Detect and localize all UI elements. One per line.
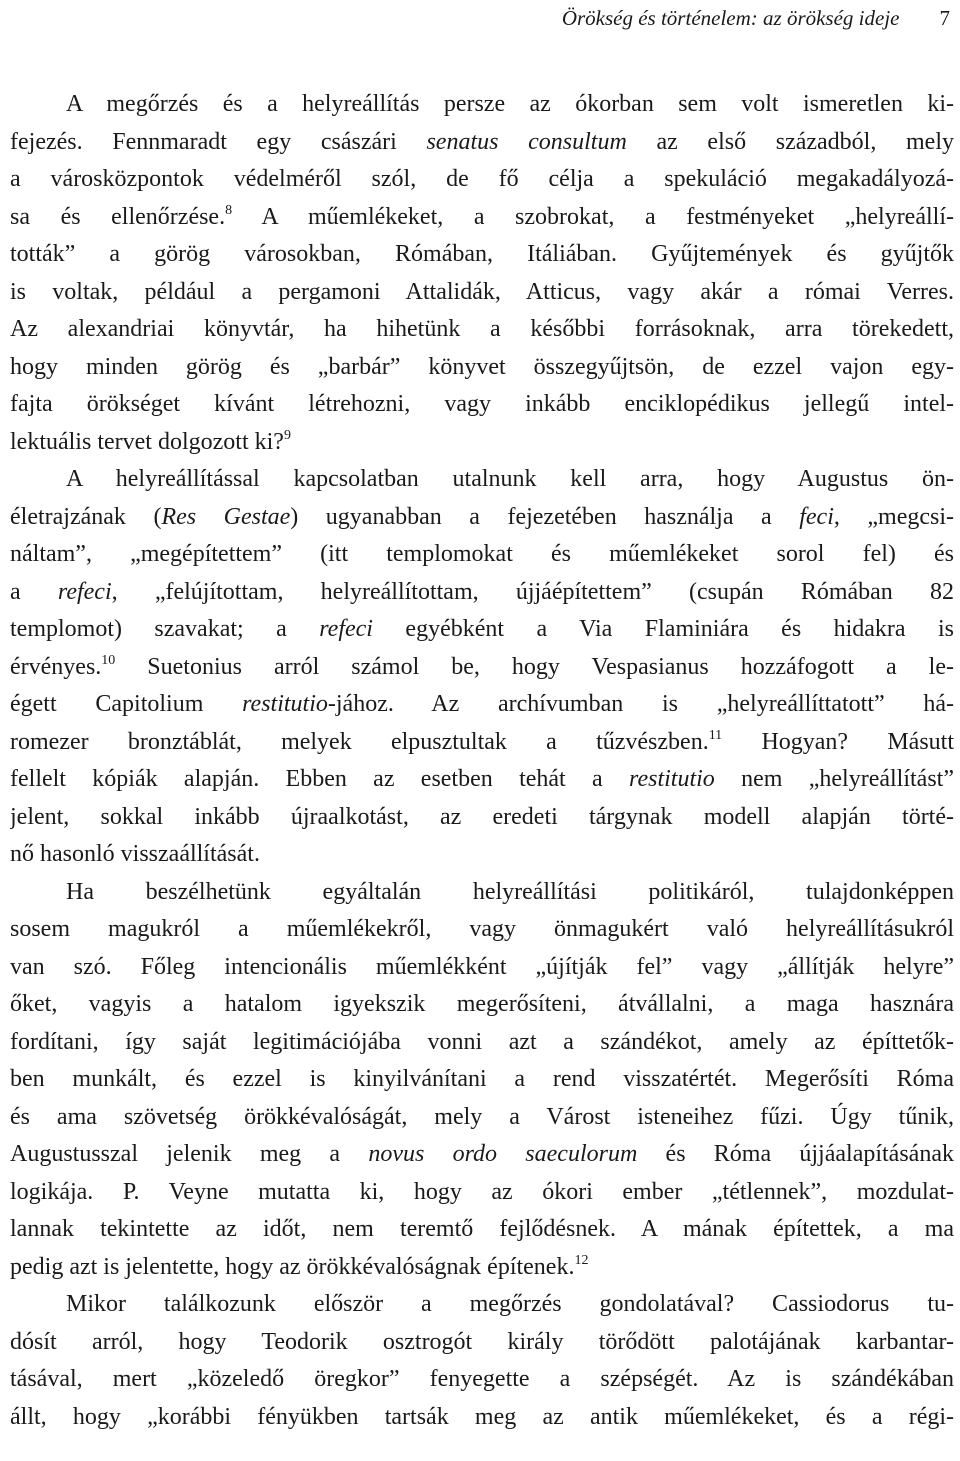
italic-term: senatus consultum xyxy=(426,128,627,155)
text-segment: ) ugyanabban a fejezetében használja a xyxy=(290,503,800,530)
text-segment: égett Capitolium xyxy=(10,691,243,717)
text-line xyxy=(10,1324,954,1362)
text-segment: fejezés. Fennmaradt egy császári xyxy=(10,128,427,155)
italic-term: novus ordo saeculorum xyxy=(368,1141,638,1167)
text-segment: sa és ellenőrzése. xyxy=(10,203,226,230)
text-segment: Augustusszal jelenik meg a xyxy=(10,1141,369,1167)
text-segment: A megőrzés és a helyreállítás persze az ókorban sem volt ismeretlen ki- xyxy=(66,91,954,117)
italic-term: feci xyxy=(799,503,834,530)
text-line xyxy=(10,1399,954,1437)
text-segment: romezer bronztáblát, melyek elpusztultak a tűzvészben. xyxy=(10,728,709,755)
text-line xyxy=(10,799,954,837)
text-segment: állt, hogy „korábbi fényükben tartsák meg az antik műemlékeket, és a régi- xyxy=(10,1403,954,1430)
text-line xyxy=(10,1286,954,1324)
text-line xyxy=(10,161,954,199)
text-segment: Mikor találkozunk először a megőrzés gondolatával? Cassiodorus tu- xyxy=(66,1291,954,1317)
text-line xyxy=(10,1136,954,1174)
text-line xyxy=(10,874,954,912)
italic-term: refeci xyxy=(57,578,112,605)
text-line xyxy=(10,199,954,237)
text-line xyxy=(10,1249,954,1287)
text-line xyxy=(10,1174,954,1212)
footnote-ref: 8 xyxy=(225,202,233,218)
text-line xyxy=(10,424,954,462)
text-line xyxy=(10,949,954,987)
text-segment: hogy minden görög és „barbár” könyvet összegyűjtsön, de ezzel vajon egy- xyxy=(10,353,954,380)
text-segment: lektuális tervet dolgozott ki? xyxy=(10,428,284,455)
text-line xyxy=(10,1361,954,1399)
page-number: 7 xyxy=(939,6,950,30)
text-segment: érvényes. xyxy=(10,653,102,680)
italic-term: restitutio xyxy=(629,766,715,792)
text-line xyxy=(10,311,954,349)
text-segment: , „felújítottam, helyreállítottam, újjáépítettem” (csupán Rómában 82 xyxy=(111,578,954,605)
italic-term: Res Gestae xyxy=(161,503,291,530)
text-segment: őket, vagyis a hatalom igyekszik megerősíteni, átvállalni, a maga hasznára xyxy=(10,991,954,1017)
italic-term: refeci xyxy=(319,616,373,642)
text-segment: pedig azt is jelentette, hogy az örökkévalóságnak építenek. xyxy=(10,1253,575,1280)
text-segment: a xyxy=(10,578,58,605)
text-line xyxy=(10,461,954,499)
text-line xyxy=(10,1061,954,1099)
footnote-ref: 12 xyxy=(574,1252,589,1268)
text-segment: egyébként a Via Flaminiára és hidakra is xyxy=(372,616,954,642)
text-line xyxy=(10,536,954,574)
text-segment: Hogyan? Másutt xyxy=(722,728,954,755)
text-segment: tották” a görög városokban, Rómában, Itáliában. Gyűjtemények és gyűjtők xyxy=(10,241,954,267)
text-line xyxy=(10,611,954,649)
text-segment: fajta örökséget kívánt létrehozni, vagy inkább enciklopédikus jellegű intel- xyxy=(10,391,954,417)
text-segment: jelent, sokkal inkább újraalkotást, az eredeti tárgynak modell alapján törté- xyxy=(10,803,954,830)
text-segment: és ama szövetség örökkévalóságát, mely a Várost isteneihez fűzi. Úgy tűnik, xyxy=(10,1103,954,1130)
text-segment: -jához. Az archívumban is „helyreállíttatott” há- xyxy=(327,691,954,717)
text-line xyxy=(10,574,954,612)
text-segment: logikája. P. Veyne mutatta ki, hogy az ókori ember „tétlennek”, mozdulat- xyxy=(10,1178,954,1205)
text-segment: fordítani, így saját legitimációjába vonni azt a szándékot, amely az építtetők- xyxy=(10,1028,954,1055)
text-segment: Ha beszélhetünk egyáltalán helyreállítási politikáról, tulajdonképpen xyxy=(66,878,954,905)
text-segment: van szó. Főleg intencionális műemlékként „újítják fel” vagy „állítják helyre” xyxy=(10,953,954,980)
text-segment: templomot) szavakat; a xyxy=(10,616,320,642)
text-line xyxy=(10,649,954,687)
text-segment: dósít arról, hogy Teodorik osztrogót király törődött palotájának karbantar- xyxy=(10,1328,954,1355)
running-header xyxy=(10,4,950,32)
text-segment: és Róma újjáalapításának xyxy=(637,1141,954,1167)
text-segment: A helyreállítással kapcsolatban utalnunk kell arra, hogy Augustus ön- xyxy=(66,466,954,492)
italic-term: restitutio xyxy=(242,691,328,717)
text-line xyxy=(10,349,954,387)
text-segment: Suetonius arról számol be, hogy Vespasianus hozzáfogott a le- xyxy=(115,653,954,680)
text-segment: nő hasonló visszaállítását. xyxy=(10,841,260,867)
running-title: Örökség és történelem: az örökség ideje xyxy=(561,6,900,30)
text-line xyxy=(10,274,954,312)
text-segment: lannak tekintette az időt, nem teremtő fejlődésnek. A mának építettek, a ma xyxy=(10,1216,954,1242)
text-line xyxy=(10,1024,954,1062)
footnote-ref: 9 xyxy=(283,427,291,443)
text-line xyxy=(10,724,954,762)
text-line xyxy=(10,686,954,724)
body-text xyxy=(10,86,954,1436)
text-line xyxy=(10,836,954,874)
text-segment: sosem magukról a műemlékekről, vagy önmagukért való helyreállításukról xyxy=(10,916,954,942)
text-line xyxy=(10,124,954,162)
footnote-ref: 10 xyxy=(101,652,116,668)
text-segment: tásával, mert „közeledő öregkor” fenyegette a szépségét. Az is szándékában xyxy=(10,1366,954,1392)
text-segment: a városközpontok védelméről szól, de fő célja a spekuláció megakadályozá- xyxy=(10,166,954,192)
footnote-ref: 11 xyxy=(708,727,723,743)
text-segment: is voltak, például a pergamoni Attalidák, Atticus, vagy akár a római Verres. xyxy=(10,278,954,305)
text-line xyxy=(10,986,954,1024)
text-segment: életrajzának ( xyxy=(10,503,162,530)
text-line xyxy=(10,499,954,537)
text-line xyxy=(10,1099,954,1137)
text-line xyxy=(10,86,954,124)
text-line xyxy=(10,236,954,274)
text-segment: ben munkált, és ezzel is kinyilvánítani a rend visszatértét. Megerősíti Róma xyxy=(10,1066,954,1092)
text-segment: fellelt kópiák alapján. Ebben az esetben tehát a xyxy=(10,766,629,792)
text-line xyxy=(10,1211,954,1249)
text-segment: nem „helyreállítást” xyxy=(714,766,954,792)
text-line xyxy=(10,911,954,949)
text-line xyxy=(10,386,954,424)
text-segment: náltam”, „megépítettem” (itt templomokat és műemlékeket sorol fel) és xyxy=(10,541,954,567)
text-segment: Az alexandriai könyvtár, ha hihetünk a későbbi forrásoknak, arra törekedett, xyxy=(10,316,954,342)
text-segment: A műemlékeket, a szobrokat, a festményeket „helyreállí- xyxy=(232,203,954,230)
text-line xyxy=(10,761,954,799)
text-segment: , „megcsi- xyxy=(833,503,954,530)
text-segment: az első századból, mely xyxy=(626,128,954,155)
